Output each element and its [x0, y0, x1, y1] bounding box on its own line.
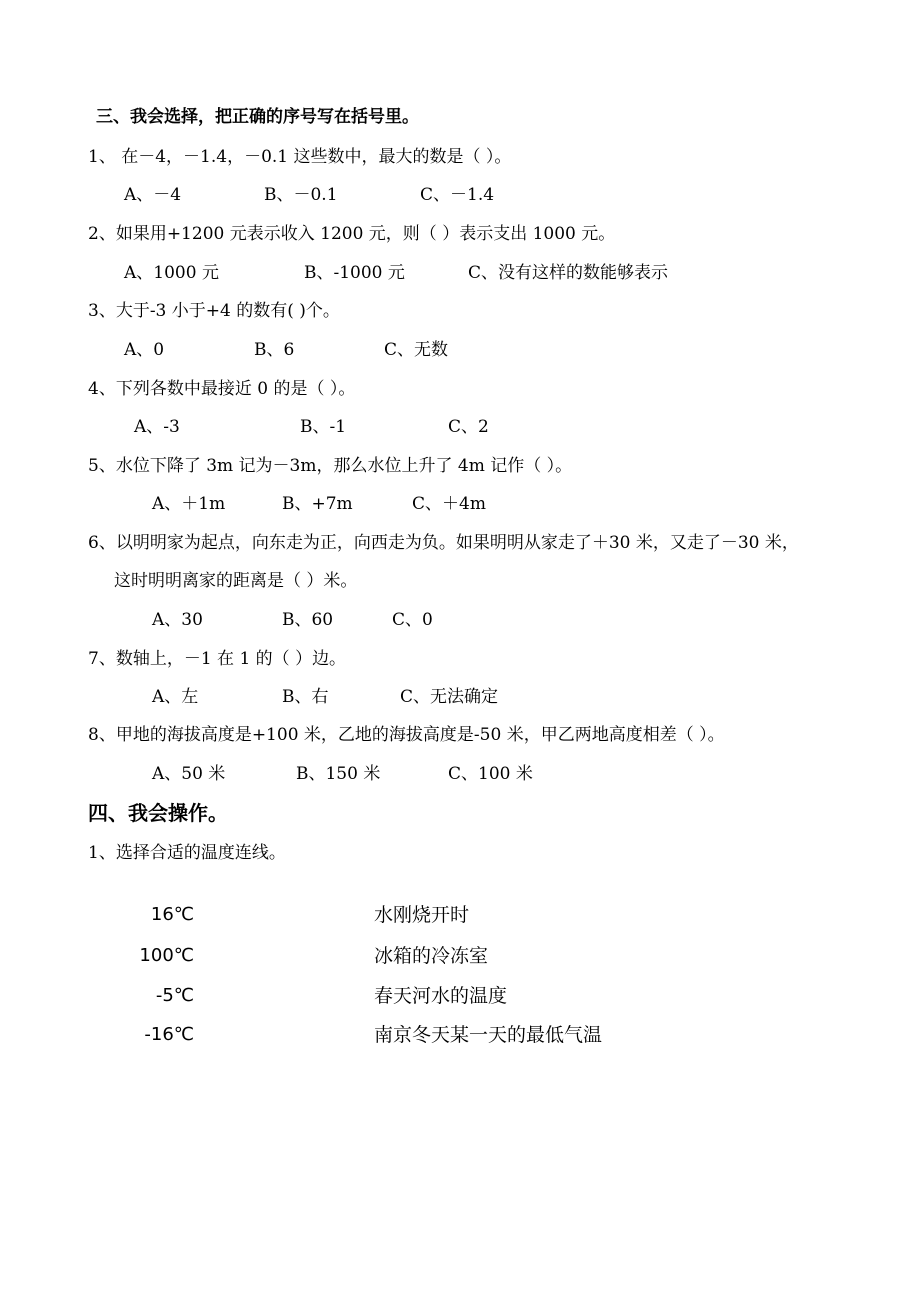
q2-option-c: C、没有这样的数能够表示: [468, 263, 669, 283]
question-6-line-2: 这时明明离家的距离是（ ）米。: [114, 571, 358, 591]
section-4-heading: 四、我会操作。: [88, 801, 228, 825]
temperature-description: 春天河水的温度: [374, 985, 508, 1007]
question-3: 3、大于-3 小于+4 的数有( )个。: [88, 301, 340, 321]
q4-option-b: B、-1: [300, 417, 347, 437]
q4-option-a: A、-3: [134, 417, 180, 437]
question-6-line-1: 6、以明明家为起点，向东走为正，向西走为负。如果明明从家走了＋30 米，又走了－30 米，: [88, 533, 799, 553]
q3-option-c: C、无数: [384, 340, 449, 360]
temperature-description: 水刚烧开时: [374, 904, 470, 926]
question-8: 8、甲地的海拔高度是+100 米，乙地的海拔高度是-50 米，甲乙两地高度相差（ ）。: [88, 725, 725, 745]
q3-option-a: A、0: [124, 340, 165, 360]
temperature-description: 南京冬天某一天的最低气温: [374, 1024, 603, 1046]
q6-option-b: B、60: [282, 610, 334, 630]
q6-option-a: A、30: [152, 610, 203, 630]
temperature-description: 冰箱的冷冻室: [374, 945, 489, 967]
temperature-value: -5℃: [155, 985, 194, 1006]
q8-option-b: B、150 米: [296, 764, 381, 784]
q7-option-a: A、左: [152, 687, 199, 707]
q6-option-c: C、0: [392, 610, 433, 630]
q2-option-b: B、-1000 元: [304, 263, 405, 283]
q1-option-a: A、－4: [124, 185, 182, 205]
q5-option-c: C、＋4m: [412, 494, 486, 514]
q2-option-a: A、1000 元: [124, 263, 219, 283]
question-1: 1、 在－4，－1.4，－0.1 这些数中，最大的数是（ ）。: [88, 147, 512, 167]
q3-option-b: B、6: [254, 340, 295, 360]
q7-option-c: C、无法确定: [400, 687, 499, 707]
q4-option-c: C、2: [448, 417, 489, 437]
question-4: 4、下列各数中最接近 0 的是（ ）。: [88, 379, 356, 399]
question-7: 7、数轴上，－1 在 1 的（ ）边。: [88, 649, 347, 669]
temperature-value: -16℃: [144, 1024, 194, 1045]
section-3-heading: 三、我会选择，把正确的序号写在括号里。: [96, 107, 419, 127]
temperature-value: 16℃: [150, 904, 194, 925]
q1-option-c: C、－1.4: [420, 185, 495, 205]
q8-option-c: C、100 米: [448, 764, 533, 784]
matching-task: 1、选择合适的温度连线。: [88, 843, 286, 863]
question-2: 2、如果用+1200 元表示收入 1200 元，则（ ）表示支出 1000 元。: [88, 224, 616, 244]
q5-option-a: A、＋1m: [152, 494, 226, 514]
temperature-value: 100℃: [139, 945, 194, 966]
q7-option-b: B、右: [282, 687, 329, 707]
q1-option-b: B、－0.1: [264, 185, 338, 205]
q8-option-a: A、50 米: [152, 764, 226, 784]
q5-option-b: B、+7m: [282, 494, 353, 514]
question-5: 5、水位下降了 3m 记为－3m，那么水位上升了 4m 记作（ ）。: [88, 456, 573, 476]
